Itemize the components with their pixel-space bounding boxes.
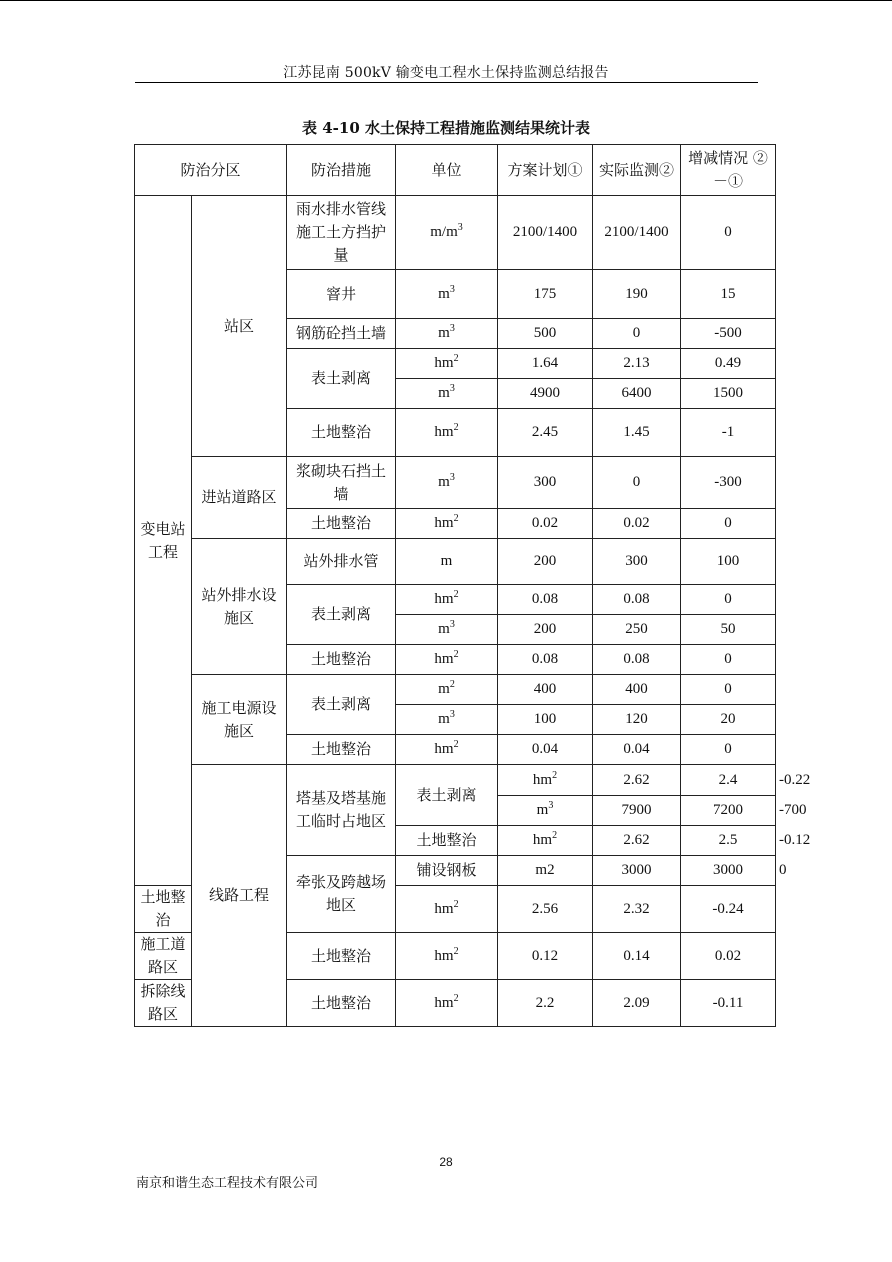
- unit-cell: $m^3$: [396, 270, 498, 319]
- unit-cell: $m^3$: [498, 796, 593, 826]
- header-measure: 防治措施: [287, 145, 396, 196]
- measure-cell: 土地整治: [287, 409, 396, 457]
- plan-cell: 2.62: [593, 826, 681, 856]
- unit-cell: $hm^2$: [396, 585, 498, 615]
- unit-cell: $hm^2$: [396, 735, 498, 765]
- plan-cell: 400: [498, 675, 593, 705]
- measure-cell: 表土剥离: [287, 349, 396, 409]
- subzone-drainage: 站外排水设施区: [192, 539, 287, 675]
- measure-cell: 土地整治: [287, 509, 396, 539]
- measure-cell: 土地整治: [396, 826, 498, 856]
- diff-cell: -500: [681, 319, 776, 349]
- unit-cell: $hm^2$: [498, 826, 593, 856]
- actual-cell: 6400: [593, 379, 681, 409]
- unit-cell: $hm^2$: [498, 765, 593, 796]
- measure-cell: 土地整治: [287, 735, 396, 765]
- measure-cell: 窨井: [287, 270, 396, 319]
- plan-cell: 2100/1400: [498, 196, 593, 270]
- plan-cell: 0.04: [498, 735, 593, 765]
- unit-cell: $m^2$: [396, 675, 498, 705]
- measure-cell: 站外排水管: [287, 539, 396, 585]
- plan-cell: 200: [498, 615, 593, 645]
- measure-cell: 土地整治: [287, 980, 396, 1027]
- unit-cell: $m^3$: [396, 319, 498, 349]
- measure-cell: 表土剥离: [287, 585, 396, 645]
- page-number: 28: [439, 1155, 453, 1169]
- actual-cell: 300: [593, 539, 681, 585]
- footer-company: 南京和谐生态工程技术有限公司: [136, 1176, 319, 1191]
- plan-cell: 300: [498, 457, 593, 509]
- unit-cell: $m^3$: [396, 705, 498, 735]
- unit-cell: $hm^2$: [396, 933, 498, 980]
- unit-cell: m: [396, 539, 498, 585]
- header-diff: 增减情况 ②－①: [681, 145, 776, 196]
- measure-cell: 土地整治: [287, 933, 396, 980]
- table-row: [135, 457, 776, 509]
- table-row: $m^3$ 7900 7200 -700: [135, 796, 776, 826]
- actual-cell: 2.09: [593, 980, 681, 1027]
- plan-cell: 1.64: [498, 349, 593, 379]
- subzone-stringing: 牵张及跨越场地区: [287, 856, 396, 933]
- measure-cell: 表土剥离: [396, 765, 498, 826]
- table-header-row: [135, 145, 776, 196]
- subzone-access-road: 进站道路区: [192, 457, 287, 539]
- measure-cell: 土地整治: [287, 645, 396, 675]
- diff-cell: 1500: [681, 379, 776, 409]
- diff-cell: 20: [681, 705, 776, 735]
- actual-cell: 190: [593, 270, 681, 319]
- actual-cell: 0: [593, 457, 681, 509]
- diff-cell: 0: [681, 675, 776, 705]
- subzone-station: 站区: [192, 196, 287, 457]
- group-line: 线路工程: [192, 765, 287, 1027]
- unit-cell: m2: [498, 856, 593, 886]
- plan-cell: 2.2: [498, 980, 593, 1027]
- plan-cell: 200: [498, 539, 593, 585]
- actual-cell: 0.08: [593, 645, 681, 675]
- actual-cell: 3000: [681, 856, 776, 886]
- group-substation: 变电站工程: [135, 196, 192, 886]
- subzone-construction-road: 施工道路区: [135, 933, 192, 980]
- table-row: [135, 675, 776, 705]
- plan-cell: 0.08: [498, 645, 593, 675]
- actual-cell: 0: [593, 319, 681, 349]
- measure-cell: 浆砌块石挡土墙: [287, 457, 396, 509]
- actual-cell: 120: [593, 705, 681, 735]
- monitoring-results-table: [134, 144, 811, 1027]
- unit-cell: $m/m^3$: [396, 196, 498, 270]
- unit-cell: $m^3$: [396, 615, 498, 645]
- actual-cell: 2100/1400: [593, 196, 681, 270]
- plan-cell: 0.02: [498, 509, 593, 539]
- plan-cell: 100: [498, 705, 593, 735]
- plan-cell: 0.08: [498, 585, 593, 615]
- header-actual: 实际监测②: [593, 145, 681, 196]
- table-row: [135, 539, 776, 585]
- diff-cell: 0: [681, 735, 776, 765]
- subzone-power: 施工电源设施区: [192, 675, 287, 765]
- diff-cell: 0: [681, 196, 776, 270]
- table-row: 土地整治 $hm^2$ 2.62 2.5 -0.12: [135, 826, 776, 856]
- actual-cell: 7200: [681, 796, 776, 826]
- unit-cell: $hm^2$: [396, 349, 498, 379]
- header-plan: 方案计划①: [498, 145, 593, 196]
- diff-cell: 50: [681, 615, 776, 645]
- actual-cell: 400: [593, 675, 681, 705]
- plan-cell: 2.56: [498, 886, 593, 933]
- table-caption: 表 4-10 水土保持工程措施监测结果统计表: [302, 119, 590, 137]
- header-unit: 单位: [396, 145, 498, 196]
- measure-cell: 表土剥离: [287, 675, 396, 735]
- actual-cell: 1.45: [593, 409, 681, 457]
- diff-cell: 0: [681, 585, 776, 615]
- measure-cell: 铺设钢板: [396, 856, 498, 886]
- unit-cell: $hm^2$: [396, 509, 498, 539]
- actual-cell: 0.14: [593, 933, 681, 980]
- diff-cell: 100: [681, 539, 776, 585]
- diff-cell: -1: [681, 409, 776, 457]
- table-row: [135, 196, 776, 270]
- unit-cell: $m^3$: [396, 379, 498, 409]
- diff-cell: -0.24: [681, 886, 776, 933]
- plan-cell: 7900: [593, 796, 681, 826]
- diff-cell: 0.02: [681, 933, 776, 980]
- top-border-line: [0, 0, 892, 1]
- measure-cell: 钢筋砼挡土墙: [287, 319, 396, 349]
- measure-cell: 雨水排水管线施工土方挡护量: [287, 196, 396, 270]
- header-zone: 防治分区: [135, 145, 287, 196]
- diff-cell: 0.49: [681, 349, 776, 379]
- plan-cell: 0.12: [498, 933, 593, 980]
- measure-cell: 土地整治: [135, 886, 192, 933]
- plan-cell: 2.45: [498, 409, 593, 457]
- actual-cell: 2.5: [681, 826, 776, 856]
- subzone-removal: 拆除线路区: [135, 980, 192, 1027]
- diff-cell: -0.11: [681, 980, 776, 1027]
- plan-cell: 2.62: [593, 765, 681, 796]
- diff-cell: 0: [681, 509, 776, 539]
- unit-cell: $hm^2$: [396, 886, 498, 933]
- diff-cell: 0: [681, 645, 776, 675]
- actual-cell: 250: [593, 615, 681, 645]
- plan-cell: 500: [498, 319, 593, 349]
- plan-cell: 3000: [593, 856, 681, 886]
- unit-cell: $m^3$: [396, 457, 498, 509]
- header-rule: [135, 82, 758, 83]
- actual-cell: 2.13: [593, 349, 681, 379]
- table-row: 牵张及跨越场地区 铺设钢板 m2 3000 3000 0: [135, 856, 776, 886]
- unit-cell: $hm^2$: [396, 409, 498, 457]
- unit-cell: $hm^2$: [396, 645, 498, 675]
- unit-cell: $hm^2$: [396, 980, 498, 1027]
- subzone-tower: 塔基及塔基施工临时占地区: [287, 765, 396, 856]
- actual-cell: 2.4: [681, 765, 776, 796]
- diff-cell: -300: [681, 457, 776, 509]
- actual-cell: 2.32: [593, 886, 681, 933]
- actual-cell: 0.02: [593, 509, 681, 539]
- running-header: 江苏昆南 500kV 输变电工程水土保持监测总结报告: [283, 65, 609, 81]
- actual-cell: 0.08: [593, 585, 681, 615]
- actual-cell: 0.04: [593, 735, 681, 765]
- diff-cell: 15: [681, 270, 776, 319]
- plan-cell: 175: [498, 270, 593, 319]
- table-row: 线路工程 塔基及塔基施工临时占地区 表土剥离 $hm^2$ 2.62 2.4 -0.22: [135, 765, 776, 796]
- plan-cell: 4900: [498, 379, 593, 409]
